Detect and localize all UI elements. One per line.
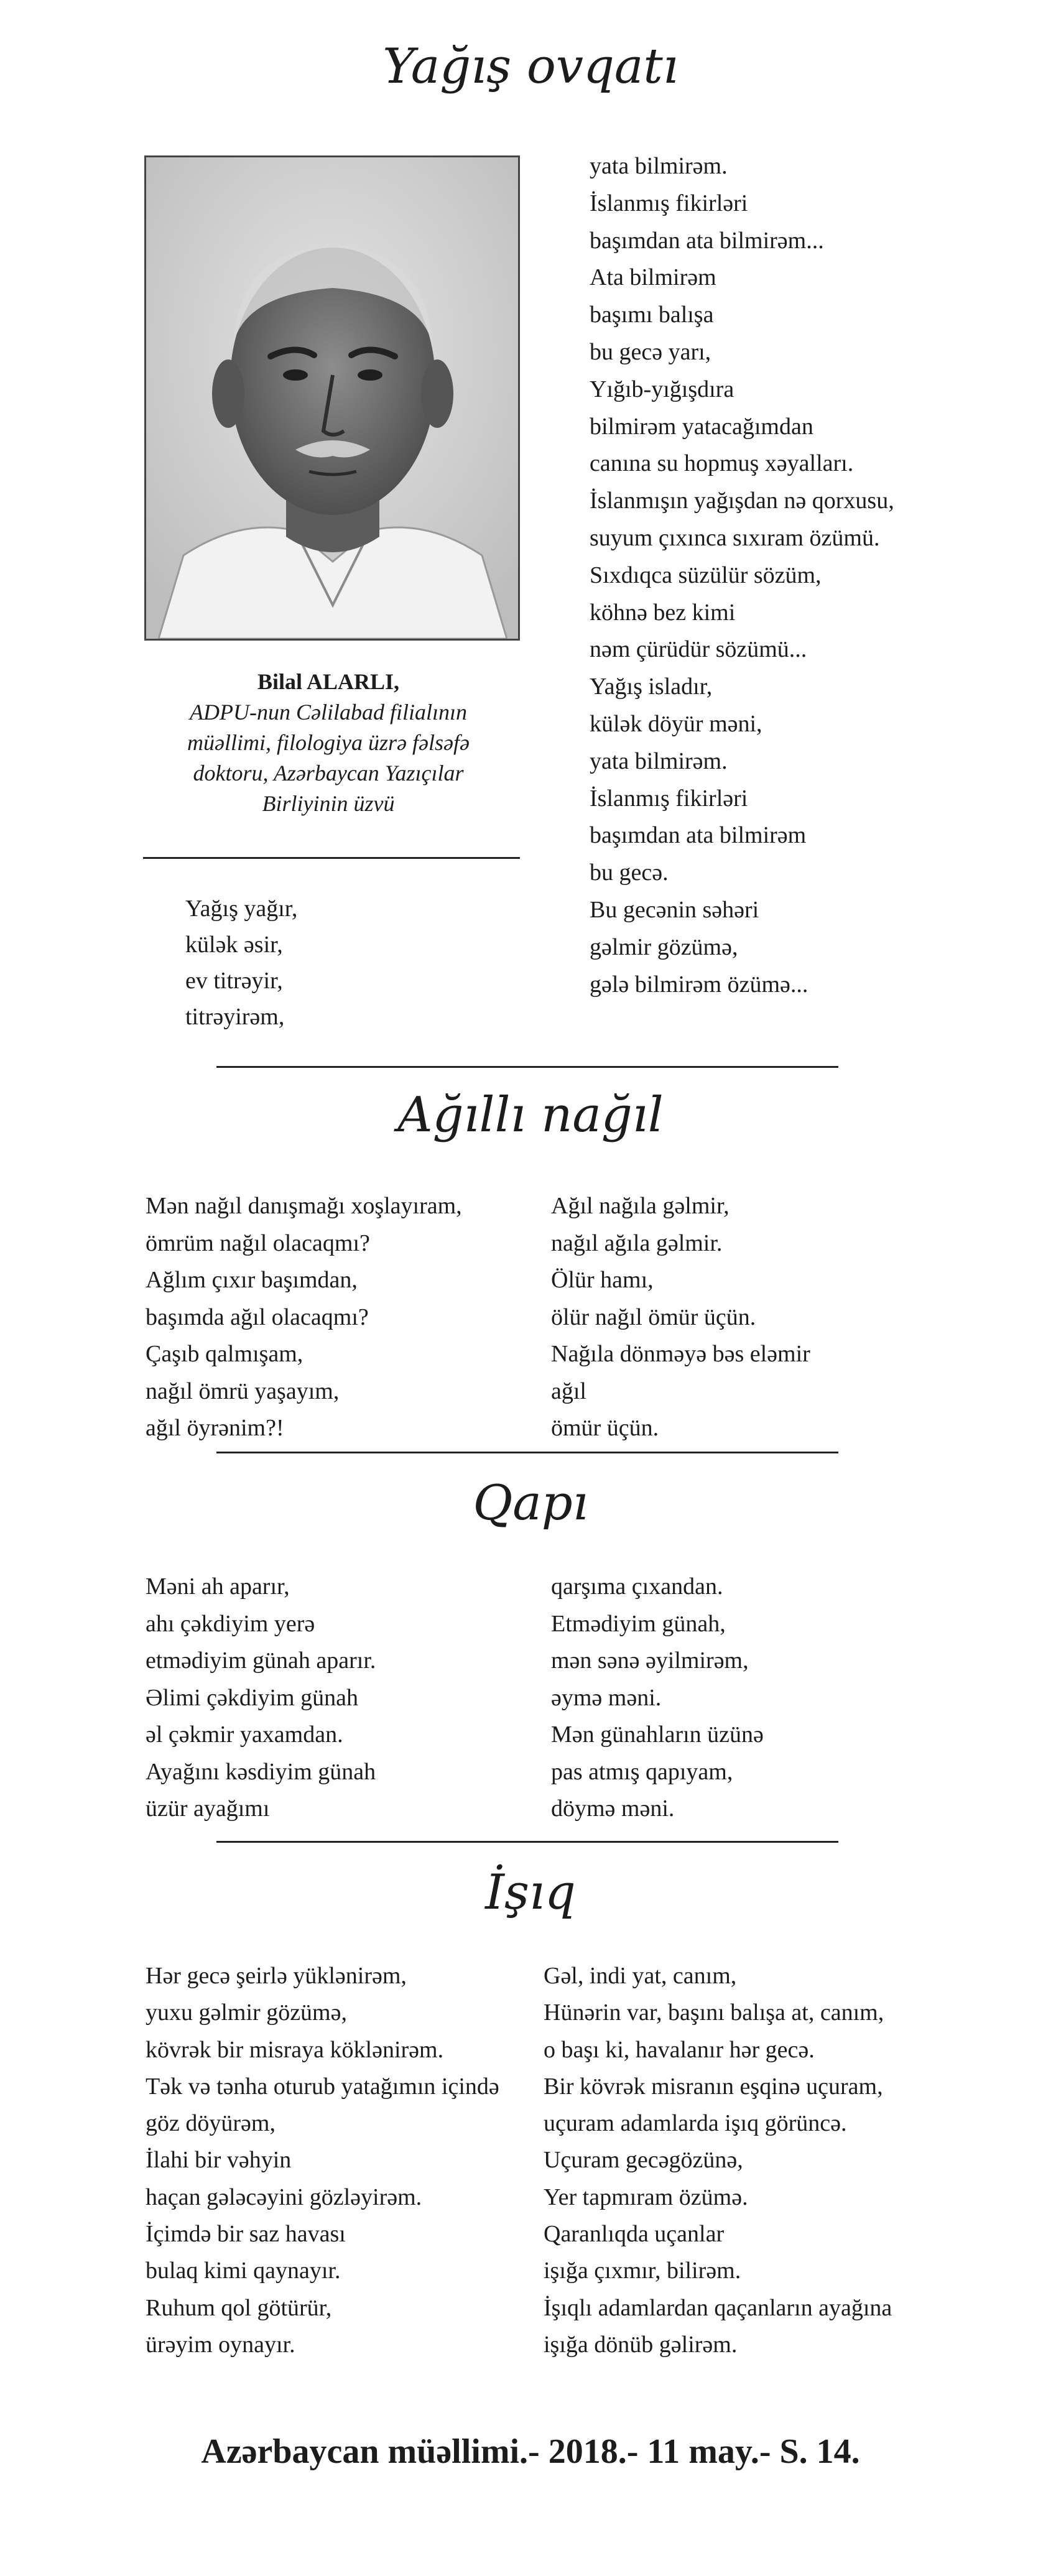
poem4-right-column (544, 1958, 892, 2363)
section-divider (216, 1066, 838, 1068)
poem2-verse-line: ağıl öyrənim?! (146, 1415, 284, 1441)
poem4-verse-line: kövrək bir misraya köklənirəm. (146, 2036, 444, 2063)
poem3-verse-line: pas atmış qapıyam, (551, 1758, 733, 1785)
poem2-verse-line: Ağlım çıxır başımdan, (146, 1267, 358, 1293)
poem1-verse-line: İslanmış fikirləri (590, 190, 748, 216)
section-divider (216, 1452, 838, 1453)
poem1-verse-line: bu gecə. (590, 859, 669, 886)
poem1-verse-line: ev titrəyir, (185, 968, 283, 994)
poem2-verse-line: ömür üçün. (551, 1415, 659, 1441)
poem1-verse-line: suyum çıxınca sıxıram özümü. (590, 524, 880, 551)
poem4-verse-line: Hər gecə şeirlə yüklənirəm, (146, 1963, 407, 1989)
author-affiliation-line: ADPU-nun Cəlilabad filialının (190, 700, 467, 725)
poem2-verse-line: Mən nağıl danışmağı xoşlayıram, (146, 1193, 462, 1219)
poem1-verse-line: gəlmir gözümə, (590, 934, 738, 960)
poem1-verse-line: Ata bilmirəm (590, 264, 716, 291)
poem3-title: Qapı (473, 1475, 588, 1531)
source-citation: Azərbaycan müəllimi.- 2018.- 11 may.- S. 14. (201, 2432, 860, 2471)
poem1-verse-line: Bu gecənin səhəri (590, 896, 759, 923)
poem4-verse-line: işığa dönüb gəlirəm. (544, 2331, 738, 2358)
poem1-verse-line: İslanmışın yağışdan nə qorxusu, (590, 488, 894, 514)
author-caption (136, 667, 521, 819)
poem1-verse-line: gələ bilmirəm özümə... (590, 971, 808, 998)
author-photo (144, 155, 520, 641)
poem4-verse-line: İlahi bir vəhyin (146, 2147, 292, 2174)
poem2-verse-line: Nağıla dönməyə bəs eləmir (551, 1341, 810, 1367)
poem3-verse-line: Mən günahların üzünə (551, 1721, 764, 1748)
poem3-verse-line: əymə məni. (551, 1684, 662, 1711)
poem3-verse-line: Ayağını kəsdiyim günah (146, 1758, 376, 1785)
poem3-verse-line: əl çəkmir yaxamdan. (146, 1721, 343, 1748)
poem4-verse-line: Yer tapmıram özümə. (544, 2184, 748, 2210)
poem1-title: Yağış ovqatı (382, 39, 679, 95)
poem1-verse-line: yata bilmirəm. (590, 748, 728, 774)
poem2-verse-line: başımda ağıl olacaqmı? (146, 1304, 369, 1330)
poem4-verse-line: Gəl, indi yat, canım, (544, 1963, 737, 1989)
poem3-verse-line: Əlimi çəkdiyim günah (146, 1684, 358, 1711)
caption-rule (143, 857, 520, 859)
poem1-verse-line: nəm çürüdür sözümü... (590, 636, 807, 663)
poem4-verse-line: haçan gələcəyini gözləyirəm. (146, 2184, 422, 2210)
poem4-verse-line: göz döyürəm, (146, 2110, 276, 2137)
poem3-verse-line: qarşıma çıxandan. (551, 1573, 723, 1600)
poem2-left-column (146, 1188, 462, 1447)
poem1-verse-line: köhnə bez kimi (590, 599, 736, 626)
poem2-verse-line: Ölür hamı, (551, 1267, 654, 1293)
poem1-verse-line: Yağış isladır, (590, 674, 713, 700)
author-affiliation-line: müəllimi, filologiya üzrə fəlsəfə (187, 730, 470, 755)
poem3-verse-line: Məni ah aparır, (146, 1573, 290, 1600)
poem4-verse-line: Hünərin var, başını balışa at, canım, (544, 1999, 884, 2026)
poem2-right-column (551, 1188, 810, 1447)
poem1-verse-line: külək əsir, (185, 932, 283, 958)
poem2-verse-line: nağıl ömrü yaşayım, (146, 1378, 340, 1404)
section-divider (216, 1841, 838, 1843)
poem2-title: Ağıllı nağıl (397, 1087, 664, 1143)
poem4-verse-line: Ruhum qol götürür, (146, 2294, 332, 2321)
poem3-verse-line: mən sənə əyilmirəm, (551, 1647, 749, 1674)
poem4-title: İşıq (485, 1865, 576, 1920)
poem4-verse-line: Bir kövrək misranın eşqinə uçuram, (544, 2073, 883, 2100)
poem1-verse-line: başımdan ata bilmirəm... (590, 227, 824, 254)
poem3-left-column (146, 1568, 376, 1828)
poem1-verse-line: bu gecə yarı, (590, 338, 711, 365)
poem1-verse-line: bilmirəm yatacağımdan (590, 413, 813, 440)
author-affiliation-line: Birliyinin üzvü (262, 791, 395, 816)
poem2-verse-line: ağıl (551, 1378, 586, 1404)
poem1-verse-line: yata bilmirəm. (590, 153, 728, 179)
poem1-verse-line: külək döyür məni, (590, 710, 762, 737)
poem4-verse-line: ürəyim oynayır. (146, 2331, 295, 2358)
poem2-verse-line: ölür nağıl ömür üçün. (551, 1304, 756, 1330)
poem4-verse-line: İşıqlı adamlardan qaçanların ayağına (544, 2294, 892, 2321)
poem1-left-column (185, 891, 297, 1035)
poem2-verse-line: ömrüm nağıl olacaqmı? (146, 1230, 370, 1256)
poem4-verse-line: bulaq kimi qaynayır. (146, 2258, 341, 2284)
poem4-verse-line: işığa çıxmır, bilirəm. (544, 2258, 741, 2284)
author-name: Bilal ALARLI, (257, 669, 400, 694)
poem3-verse-line: ahı çəkdiyim yerə (146, 1610, 315, 1637)
poem1-verse-line: İslanmış fikirləri (590, 785, 748, 812)
poem4-verse-line: yuxu gəlmir gözümə, (146, 1999, 347, 2026)
poem1-verse-line: başımı balışa (590, 302, 714, 328)
poem1-verse-line: titrəyirəm, (185, 1004, 285, 1030)
poem4-verse-line: Tək və tənha oturub yatağımın içində (146, 2073, 499, 2100)
poem4-verse-line: uçuram adamlarda işıq görüncə. (544, 2110, 847, 2137)
poem1-verse-line: canına su hopmuş xəyalları. (590, 450, 854, 477)
poem1-verse-line: Yağış yağır, (185, 896, 298, 922)
poem3-verse-line: üzür ayağımı (146, 1795, 270, 1822)
poem3-verse-line: Etmədiyim günah, (551, 1610, 726, 1637)
poem4-verse-line: o başı ki, havalanır hər gecə. (544, 2036, 815, 2063)
poem2-verse-line: nağıl ağıla gəlmir. (551, 1230, 723, 1256)
poem1-verse-line: başımdan ata bilmirəm (590, 822, 807, 849)
poem4-left-column (146, 1958, 499, 2363)
poem4-verse-line: İçimdə bir saz havası (146, 2221, 346, 2248)
poem3-right-column (551, 1568, 764, 1828)
poem1-verse-line: Sıxdıqca süzülür sözüm, (590, 562, 822, 588)
poem3-verse-line: döymə məni. (551, 1795, 675, 1822)
poem4-verse-line: Qaranlıqda uçanlar (544, 2221, 725, 2248)
poem3-verse-line: etmədiyim günah aparır. (146, 1647, 376, 1674)
poem2-verse-line: Çaşıb qalmışam, (146, 1341, 303, 1367)
poem4-verse-line: Uçuram gecəgözünə, (544, 2147, 743, 2174)
poem2-verse-line: Ağıl nağıla gəlmir, (551, 1193, 730, 1219)
poem1-verse-line: Yığıb-yığışdıra (590, 376, 734, 402)
poem1-right-column (590, 148, 894, 1003)
author-affiliation-line: doktoru, Azərbaycan Yazıçılar (193, 761, 464, 785)
portrait-image (146, 157, 518, 639)
